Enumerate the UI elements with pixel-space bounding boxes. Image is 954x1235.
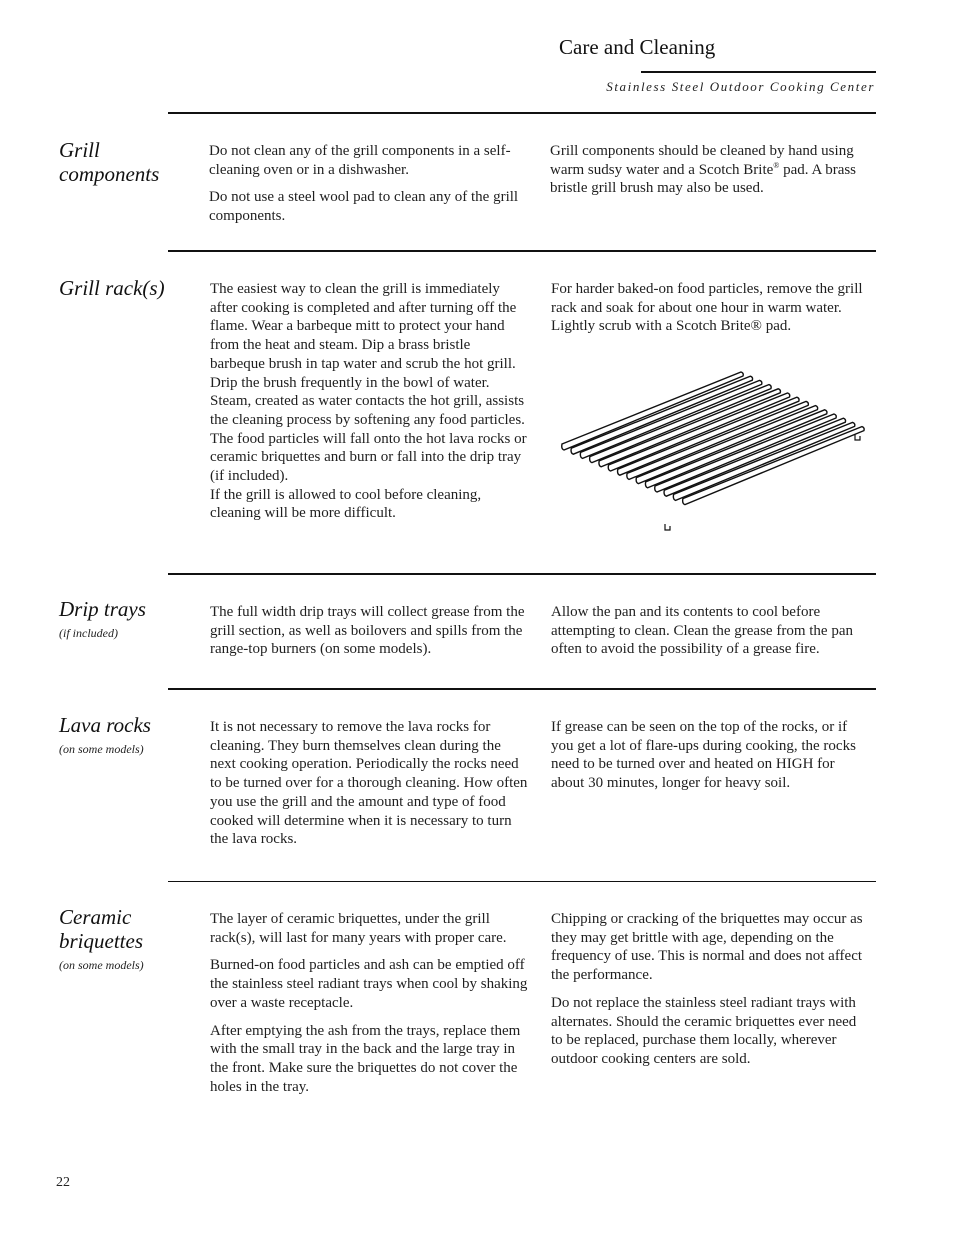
section-title-grill-components: Grill components — [59, 138, 160, 186]
ceramic-briquettes-right-text: Chipping or cracking of the briquettes may occur as they may get brittle with age, depending on the frequency of use. This is normal and does not affect the performance. Do not replace the stainless steel radiant trays with alternates. Should the ceramic briquettes ever need to be replaced, purchase them locally, wherever outdoor cooking centers are sold. — [551, 911, 863, 1067]
section-title-ceramic-briquettes: Ceramic briquettes (on some models) — [59, 905, 144, 972]
drip-trays-left-text: The full width drip trays will collect grease from the grill section, as well as boilovers and spills from the range-top burners (on some models). — [210, 604, 525, 658]
section-divider — [168, 573, 876, 575]
section-title-lava-rocks: Lava rocks (on some models) — [59, 713, 151, 756]
page-number: 22 — [56, 1175, 70, 1190]
section-divider — [168, 881, 876, 882]
section-divider — [168, 250, 876, 252]
lava-rocks-right-text: If grease can be seen on the top of the rocks, or if you get a lot of flare-ups during cooking, the rocks need to be turned over and heated on HIGH for about 30 minutes, longer for heavy soil. — [551, 719, 856, 792]
grill-components-right-text: Grill components should be cleaned by hand using warm sudsy water and a Scotch Brite® pad. A brass bristle grill brush may also be used. — [550, 143, 857, 197]
grill-components-left-text: Do not clean any of the grill components in a self-cleaning oven or in a dishwasher. Do not use a steel wool pad to clean any of the grill components. — [209, 143, 519, 225]
lava-rocks-left-text: It is not necessary to remove the lava rocks for cleaning. They burn themselves clean during the next cooking operation. Periodically the rocks need to be turned over for a thorough cleaning. How often you use the grill and the amount and type of food cooked will determine when it is necessary to turn the lava rocks. — [210, 719, 528, 848]
page-title: Care and Cleaning — [559, 35, 716, 59]
grill-rack-foot — [855, 434, 860, 440]
section-divider — [168, 688, 876, 690]
ceramic-briquettes-left-text: The layer of ceramic briquettes, under the grill rack(s), will last for many years with proper care. Burned-on food particles and ash can be emptied off the stainless steel radiant trays when cool by shaking over a waste receptacle. After emptying the ash from the trays, replace them with the small tray in the back and the large tray in the front. Make sure the briquettes do not cover the holes in the tray. — [210, 911, 528, 1095]
page-subtitle: Stainless Steel Outdoor Cooking Center — [606, 79, 875, 94]
drip-trays-right-text: Allow the pan and its contents to cool before attempting to clean. Clean the grease from the pan often to avoid the possibility of a grease fire. — [551, 604, 853, 658]
section-title-grill-racks: Grill rack(s) — [59, 276, 165, 300]
section-divider — [168, 112, 876, 114]
grill-rack-illustration — [556, 366, 872, 538]
section-title-drip-trays: Drip trays (if included) — [59, 597, 146, 640]
grill-racks-right-text: For harder baked-on food particles, remove the grill rack and soak for about one hour in warm water. Lightly scrub with a Scotch Brite® pad. — [551, 281, 863, 335]
header-rule — [641, 71, 876, 73]
grill-rack-foot — [665, 524, 670, 530]
grill-racks-left-text: The easiest way to clean the grill is immediately after cooking is completed and after turning off the flame. Wear a barbeque mitt to protect your hand from the heat and steam. Dip a brass bristle barbeque brush in tap water and scrub the hot grill. Drip the brush frequently in the bowl of water. Steam, created as water contacts the hot grill, assists the cleaning process by softening any food particles. The food particles will fall onto the hot lava rocks or ceramic briquettes and burn or fall into the drip tray (if included). If the grill is allowed to cool before cleaning, cleaning will be more difficult. — [210, 281, 527, 522]
